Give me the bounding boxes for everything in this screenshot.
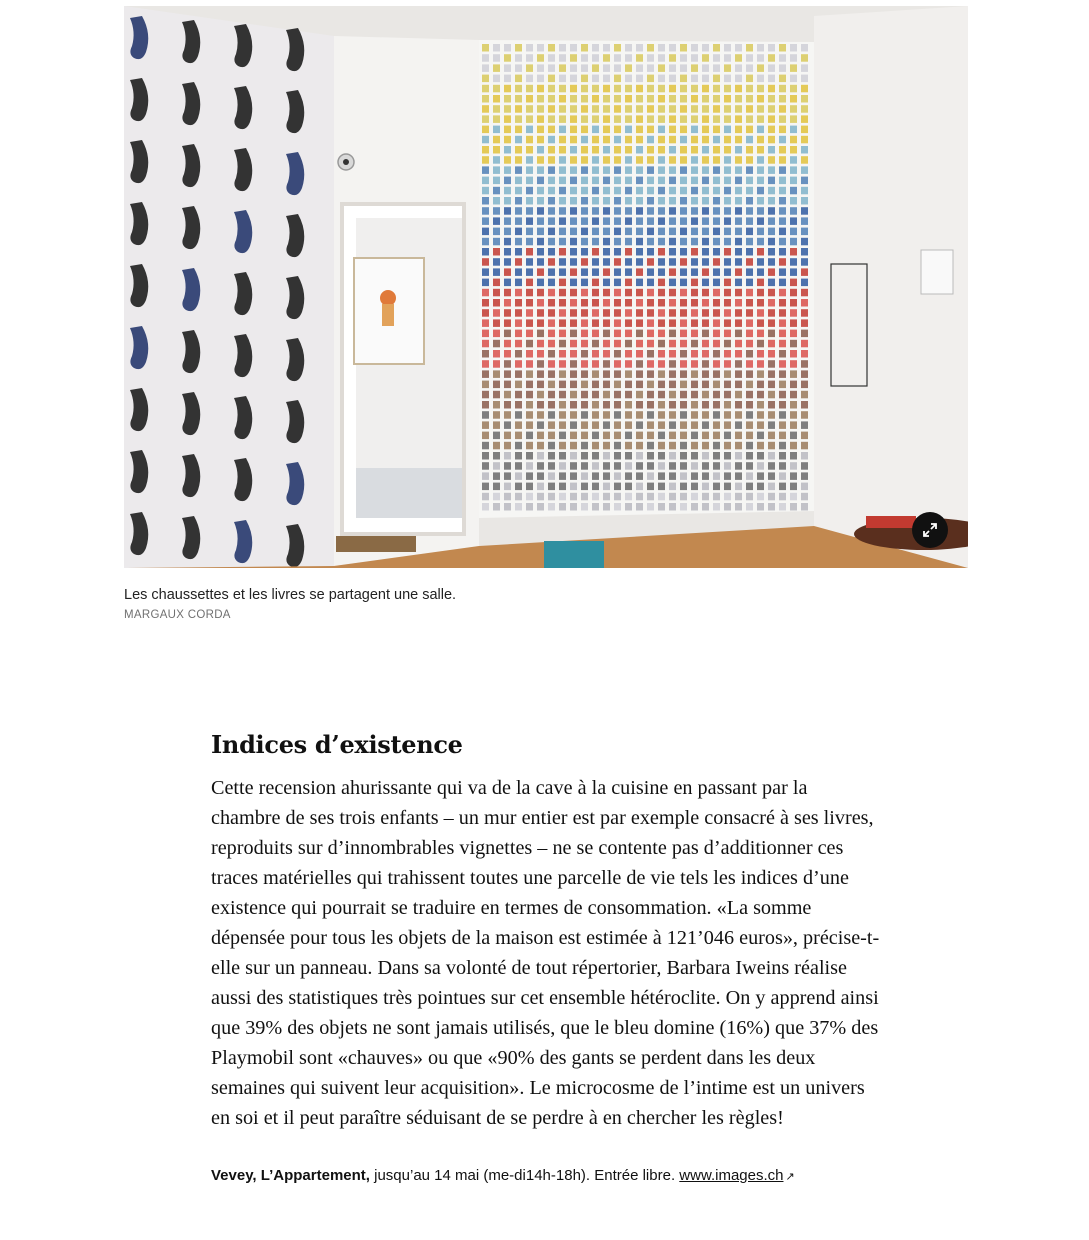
external-link-icon: ↗ — [785, 1171, 795, 1183]
article-paragraph: Cette recension ahurissante qui va de la cave à la cuisine en passant par la chambre de ses trois enfants – un mur entier est par exemple consacré à ses livres, reproduits sur d’innombrables vignettes – ne se contente pas d’additionner ces traces matérielles qui trahissent toutes une parcelle de vie tels les indices d’une existence qui pourrait se traduire en termes de consommation. «La somme dépensée pour tous les objets de la maison est estimée à 121’046 euros», précise-t-elle sur un panneau. Dans sa volonté de tout répertorier, Barbara Iweins réalise aussi des statistiques très pointues sur cet ensemble hétéroclite. On y apprend ainsi que 39% des objets ne sont jamais utilisés, que le bleu domine (16%) que 37% des Playmobil sont «chauves» ou que «90% des gants se perdent dans les deux semaines qui suivent leur acquisition». Le microcosme de l’intime est un univers en soi et il peut paraître séduisant de se perdre à en chercher les règles! — [211, 777, 880, 1129]
article-section — [211, 728, 881, 1188]
article-figure — [124, 6, 968, 621]
expand-icon — [923, 523, 937, 537]
photo-credit: MARGAUX CORDA — [124, 609, 231, 621]
exhibition-info — [211, 1165, 881, 1188]
exhibition-photo — [124, 6, 968, 568]
expand-image-button[interactable] — [912, 512, 948, 548]
external-link[interactable]: www.images.ch — [679, 1167, 784, 1184]
info-details: jusqu’au 14 mai (me-di14h-18h). Entrée libre. — [369, 1167, 680, 1184]
info-venue: Vevey, L’Appartement, — [211, 1167, 370, 1184]
section-heading: Indices d’existence — [211, 730, 463, 759]
figure-caption: Les chaussettes et les livres se partagent une salle. — [124, 587, 457, 603]
